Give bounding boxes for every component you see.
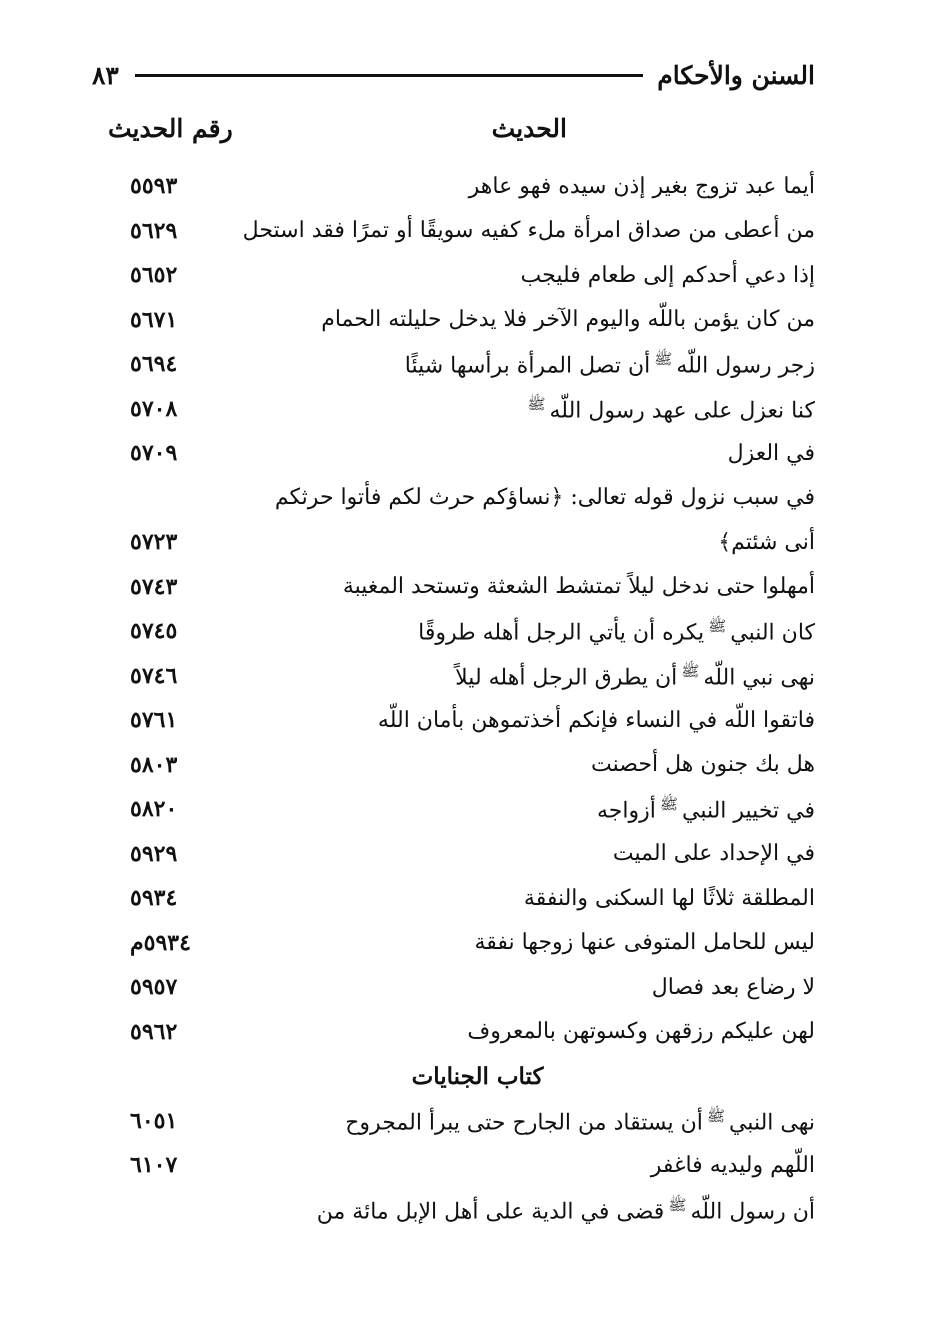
hadith-number: ٥٦٢٩ (130, 217, 178, 244)
hadith-number: ٥٦٧١ (130, 306, 178, 333)
hadith-text: إذا دعي أحدكم إلى طعام فليجب (520, 262, 815, 288)
hadith-text: أيما عبد تزوج بغير إذن سيده فهو عاهر (468, 173, 815, 199)
column-header-hadith: الحديث (491, 114, 567, 143)
page-number: ٨٣ (92, 60, 119, 90)
list-item (100, 431, 815, 476)
hadith-number: ٥٧٠٨ (130, 395, 178, 422)
hadith-number: ٦٠٥١ (130, 1107, 178, 1134)
hadith-text-part: كنا نعزل على عهد رسول اللّه (549, 397, 815, 423)
hadith-text-part: كان النبي (730, 620, 815, 646)
hadith-number: ٥٦٩٤ (130, 351, 178, 378)
hadith-text-part: أزواجه (596, 798, 656, 824)
hadith-text: في العزل (727, 440, 815, 466)
hadith-text: أنى شئتم﴾ (718, 529, 815, 555)
hadith-text (523, 395, 815, 423)
list-item (100, 876, 815, 921)
hadith-index-list (100, 164, 815, 1232)
hadith-number: ٥٩٣٤ (130, 885, 178, 912)
salla-glyph-icon: ﷺ (654, 350, 673, 369)
hadith-number: ٥٥٩٣ (130, 173, 178, 200)
hadith-text-part: أن رسول اللّه (690, 1198, 815, 1224)
list-item (100, 832, 815, 877)
running-header (92, 58, 815, 92)
hadith-text: لا رضاع بعد فصال (651, 974, 815, 1000)
hadith-text-part: نهى النبي (728, 1109, 815, 1135)
hadith-text: لهن عليكم رزقهن وكسوتهن بالمعروف (467, 1019, 815, 1045)
hadith-number: ٥٧٤٣ (130, 573, 178, 600)
hadith-text: في سبب نزول قوله تعالى: ﴿نساؤكم حرث لكم فأتوا حرثكم (274, 485, 815, 511)
hadith-number: ٥٩٥٧ (130, 974, 178, 1001)
list-item (100, 965, 815, 1010)
list-item (100, 1188, 815, 1233)
hadith-text-part: نهى نبي اللّه (703, 664, 815, 690)
list-item (100, 743, 815, 788)
hadith-text: في الإحداد على الميت (612, 841, 815, 867)
hadith-text (418, 617, 815, 645)
hadith-number: ٥٩٢٩ (130, 840, 178, 867)
hadith-number: ٦١٠٧ (130, 1152, 178, 1179)
list-item (100, 654, 815, 699)
hadith-number: ٥٨٢٠ (130, 796, 178, 823)
list-item (100, 565, 815, 610)
hadith-number: ٥٩٦٢ (130, 1018, 178, 1045)
hadith-text-part: في تخيير النبي (681, 798, 815, 824)
hadith-text: أمهلوا حتى ندخل ليلاً تمتشط الشعثة وتستحد المغيبة (342, 574, 815, 600)
hadith-text: ليس للحامل المتوفى عنها زوجها نفقة (474, 930, 815, 956)
section-heading: كتاب الجنايات (411, 1062, 544, 1090)
list-item (100, 1143, 815, 1188)
salla-glyph-icon: ﷺ (668, 1195, 687, 1214)
hadith-text: فاتقوا اللّه في النساء فإنكم أخذتموهن بأمان اللّه (377, 707, 815, 733)
hadith-number: ٥٧٦١ (130, 707, 178, 734)
hadith-text: من كان يؤمن باللّه واليوم الآخر فلا يدخل حليلته الحمام (321, 307, 815, 333)
hadith-number: ٥٩٣٤م (130, 929, 191, 956)
list-item (100, 1099, 815, 1144)
hadith-text (597, 795, 815, 823)
salla-glyph-icon: ﷺ (527, 394, 546, 413)
list-item (100, 609, 815, 654)
hadith-number: ٥٧٢٣ (130, 529, 178, 556)
list-item (100, 1010, 815, 1055)
hadith-text (317, 1196, 815, 1224)
list-item (100, 387, 815, 432)
salla-glyph-icon: ﷺ (708, 617, 727, 636)
hadith-text-part: يكره أن يأتي الرجل أهله طروقًا (418, 620, 705, 646)
hadith-text-part: زجر رسول اللّه (676, 353, 815, 379)
salla-glyph-icon: ﷺ (706, 1106, 725, 1125)
salla-glyph-icon: ﷺ (681, 661, 700, 680)
hadith-number: ٥٨٠٣ (130, 751, 178, 778)
list-item (100, 787, 815, 832)
hadith-text: هل بك جنون هل أحصنت (591, 752, 815, 778)
hadith-text (405, 350, 815, 378)
hadith-text: المطلقة ثلاثًا لها السكنى والنفقة (523, 885, 815, 911)
hadith-text-part: قضى في الدية على أهل الإبل مائة من (316, 1198, 665, 1224)
list-item (100, 298, 815, 343)
running-title: السنن والأحكام (657, 60, 815, 90)
header-rule (135, 74, 643, 77)
list-item (100, 342, 815, 387)
list-item (100, 164, 815, 209)
hadith-text-part: أن تصل المرأة برأسها شيئًا (404, 353, 651, 379)
column-header-number: رقم الحديث (108, 114, 233, 143)
hadith-number: ٥٦٥٢ (130, 262, 178, 289)
hadith-number: ٥٧٠٩ (130, 440, 178, 467)
hadith-text: من أعطى من صداق امرأة ملء كفيه سويقًا أو تمرًا فقد استحل (242, 218, 815, 244)
list-item (100, 253, 815, 298)
hadith-text-part: أن يستقاد من الجارح حتى يبرأ المجروح (345, 1109, 703, 1135)
hadith-text (455, 662, 815, 690)
salla-glyph-icon: ﷺ (659, 795, 678, 814)
hadith-text (345, 1107, 815, 1135)
list-item-continued (100, 476, 815, 521)
list-item (100, 921, 815, 966)
hadith-text: اللّهم وليديه فاغفر (650, 1152, 815, 1178)
list-item (100, 209, 815, 254)
list-item (100, 698, 815, 743)
hadith-number: ٥٧٤٦ (130, 662, 178, 689)
list-item (100, 520, 815, 565)
hadith-number: ٥٧٤٥ (130, 618, 178, 645)
hadith-text-part: أن يطرق الرجل أهله ليلاً (455, 664, 678, 690)
